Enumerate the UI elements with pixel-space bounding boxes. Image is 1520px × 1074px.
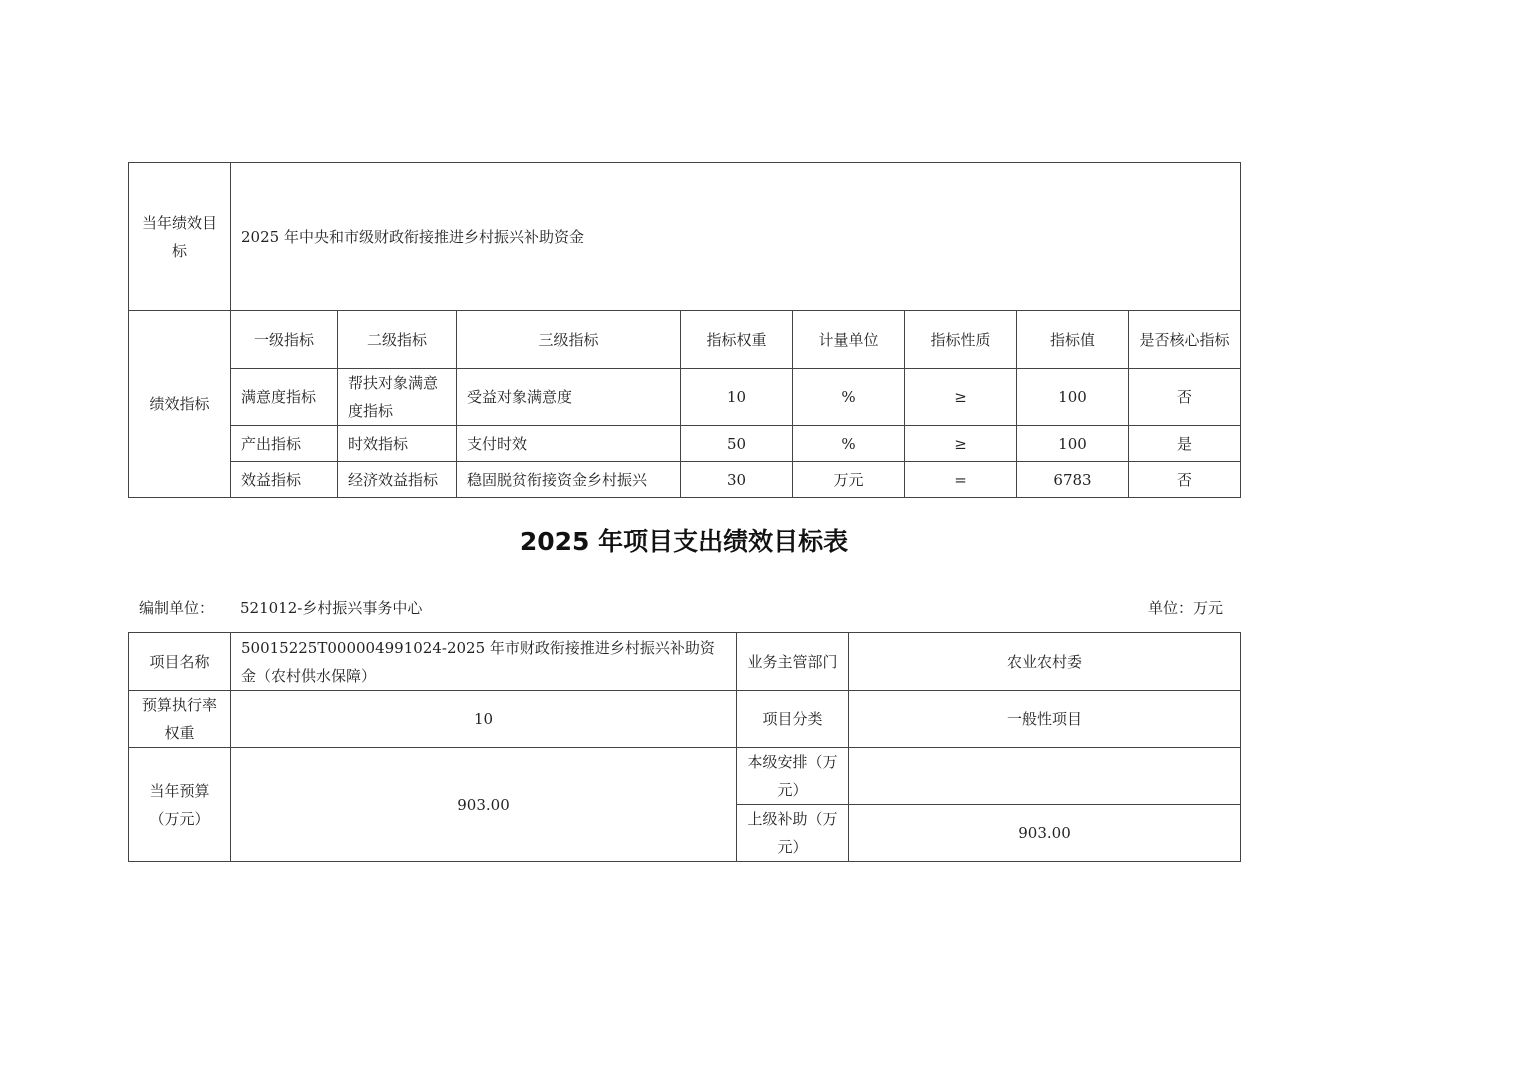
cell-weight: 50 <box>681 426 793 462</box>
upper-value: 903.00 <box>849 805 1241 862</box>
header-nature: 指标性质 <box>905 311 1017 369</box>
cell-value: 6783 <box>1017 462 1129 498</box>
cell-level3: 稳固脱贫衔接资金乡村振兴 <box>457 462 681 498</box>
cell-nature: ≥ <box>905 426 1017 462</box>
project-name-value: 50015225T000004991024-2025 年市财政衔接推进乡村振兴补助资金（农村供水保障） <box>231 633 737 691</box>
cell-core: 否 <box>1129 462 1241 498</box>
dept-value: 农业农村委 <box>849 633 1241 691</box>
org-label: 编制单位： <box>139 599 215 617</box>
budget-label: 当年预算（万元） <box>129 748 231 862</box>
project-name-label: 项目名称 <box>129 633 231 691</box>
indicator-label: 绩效指标 <box>129 311 231 498</box>
header-value: 指标值 <box>1017 311 1129 369</box>
cell-level1: 效益指标 <box>231 462 338 498</box>
header-level1: 一级指标 <box>231 311 338 369</box>
cell-value: 100 <box>1017 426 1129 462</box>
rate-weight-label: 预算执行率权重 <box>129 691 231 748</box>
org-value: 521012-乡村振兴事务中心 <box>240 599 423 617</box>
cell-level3: 受益对象满意度 <box>457 369 681 426</box>
cell-unit: % <box>793 369 905 426</box>
cell-core: 否 <box>1129 369 1241 426</box>
cell-level2: 时效指标 <box>338 426 457 462</box>
cell-core: 是 <box>1129 426 1241 462</box>
cell-level3: 支付时效 <box>457 426 681 462</box>
cell-weight: 30 <box>681 462 793 498</box>
unit-label: 单位：万元 <box>1148 599 1224 617</box>
cell-weight: 10 <box>681 369 793 426</box>
dept-label: 业务主管部门 <box>737 633 849 691</box>
cell-nature: ≥ <box>905 369 1017 426</box>
cell-unit: % <box>793 426 905 462</box>
table-row <box>129 426 1241 462</box>
local-label: 本级安排（万元） <box>737 748 849 805</box>
upper-label: 上级补助（万元） <box>737 805 849 862</box>
goal-label: 当年绩效目标 <box>129 163 231 311</box>
performance-goal-table <box>128 162 1241 498</box>
rate-weight-value: 10 <box>231 691 737 748</box>
header-weight: 指标权重 <box>681 311 793 369</box>
cell-level2: 经济效益指标 <box>338 462 457 498</box>
cell-level2: 帮扶对象满意度指标 <box>338 369 457 426</box>
local-value <box>849 748 1241 805</box>
header-level2: 二级指标 <box>338 311 457 369</box>
budget-value: 903.00 <box>231 748 737 862</box>
table-row <box>129 369 1241 426</box>
header-level3: 三级指标 <box>457 311 681 369</box>
goal-text: 2025 年中央和市级财政衔接推进乡村振兴补助资金 <box>231 163 1241 311</box>
cell-unit: 万元 <box>793 462 905 498</box>
page-title: 2025 年项目支出绩效目标表 <box>519 527 849 556</box>
project-info-table <box>128 632 1241 862</box>
cell-level1: 产出指标 <box>231 426 338 462</box>
header-unit: 计量单位 <box>793 311 905 369</box>
category-value: 一般性项目 <box>849 691 1241 748</box>
cell-level1: 满意度指标 <box>231 369 338 426</box>
cell-nature: = <box>905 462 1017 498</box>
header-core: 是否核心指标 <box>1129 311 1241 369</box>
category-label: 项目分类 <box>737 691 849 748</box>
table-row <box>129 462 1241 498</box>
cell-value: 100 <box>1017 369 1129 426</box>
